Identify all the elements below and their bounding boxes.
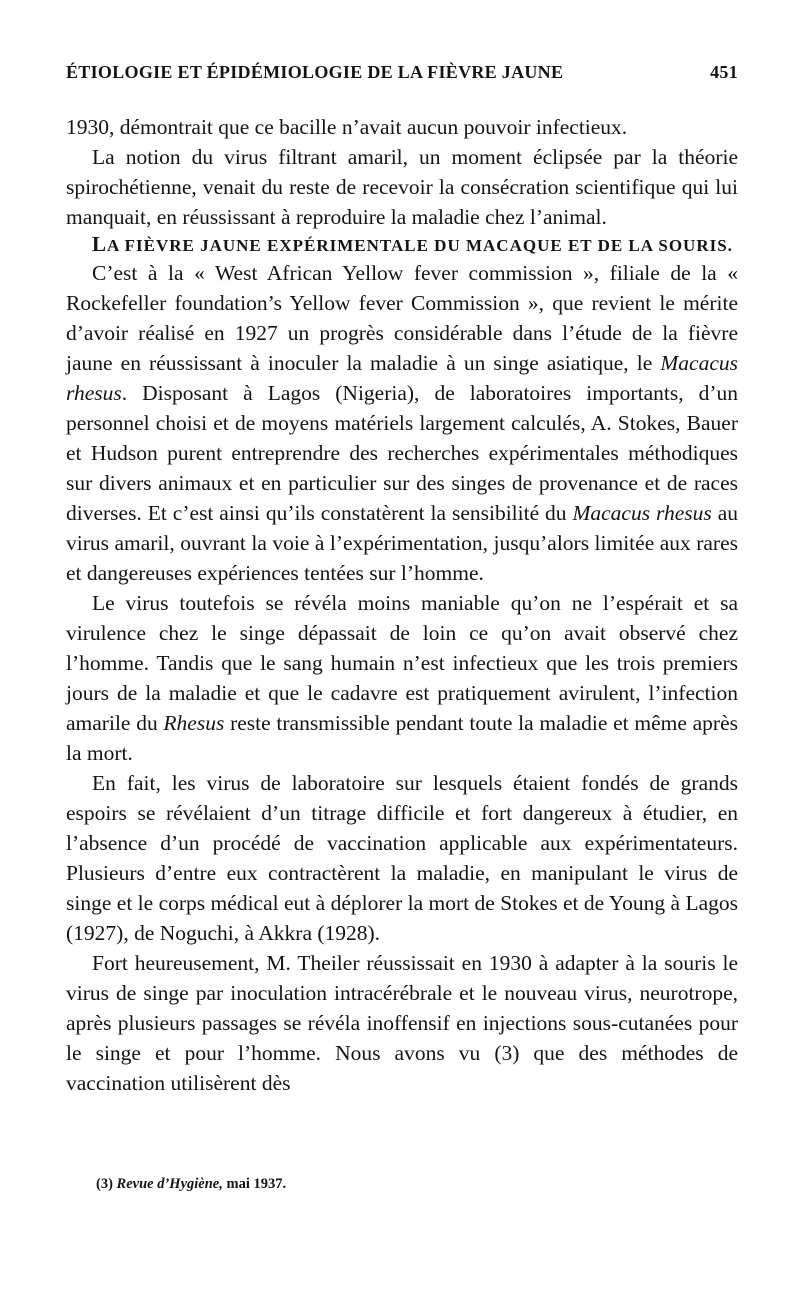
running-title: ÉTIOLOGIE ET ÉPIDÉMIOLOGIE DE LA FIÈVRE JAUNE: [66, 62, 564, 82]
species-name: Macacus rhesus: [572, 501, 712, 525]
section-heading-initial: L: [92, 232, 108, 256]
paragraph: Fort heureusement, M. Theiler réussissait en 1930 à adapter à la souris le virus de singe par inoculation intracérébrale et le nouveau virus, neurotrope, après plusieurs passages se révéla inoffensif en injections sous-cutanées pour le singe et pour l’homme. Nous avons vu (3) que des méthodes de vaccination utilisèrent dès: [66, 951, 738, 1095]
footnote-date: mai 1937.: [226, 1176, 287, 1192]
footnote: [96, 1176, 696, 1193]
text-run: . Disposant à Lagos (Nigeria), de laboratoires importants, d’un personnel choisi et de moyens matériels largement calculés, A. Stokes, Bauer et Hudson purent entreprendre des recherches expérimentales méthodiques sur divers animaux et en particulier sur des singes de provenance et de races diverses. Et c’est ainsi qu’ils constatèrent la sensibilité du: [66, 381, 738, 525]
footnote-marker: (3): [96, 1176, 113, 1192]
paragraph-continued: 1930, démontrait que ce bacille n’avait aucun pouvoir infectieux.: [66, 115, 628, 139]
paragraph: [66, 588, 738, 768]
page-number: 451: [710, 62, 738, 82]
text-run: C’est à la « West African Yellow fever commission », filiale de la « Rockefeller foundation’s Yellow fever Commission », que revient le mérite d’avoir réalisé en 1927 un progrès considérable dans l’étude de la fièvre jaune en réussissant à inoculer la maladie à un singe asiatique, le: [66, 261, 738, 375]
footnote-source: Revue d’Hygiène,: [116, 1176, 223, 1192]
species-name: Rhesus: [163, 711, 225, 735]
section-heading-text: A FIÈVRE JAUNE EXPÉRIMENTALE DU MACAQUE ET DE LA SOURIS.: [107, 236, 733, 255]
paragraph: En fait, les virus de laboratoire sur lesquels étaient fondés de grands espoirs se révélaient d’un titrage difficile et fort dangereux à étudier, en l’absence d’un procédé de vaccination applicable aux expérimentateurs. Plusieurs d’entre eux contractèrent la maladie, en manipulant le virus de singe et le corps médical eut à déplorer la mort de Stokes et de Young à Lagos (1927), de Noguchi, à Akkra (1928).: [66, 771, 738, 945]
body-text: [66, 112, 738, 1098]
paragraph: La notion du virus filtrant amaril, un moment éclipsée par la théorie spirochétienne, venait du reste de recevoir la consécration scientifique qui lui manquait, en réussissant à reproduire la maladie chez l’animal.: [66, 145, 738, 229]
section-heading: [66, 232, 738, 258]
species-name: Macacus rhesus: [66, 351, 738, 405]
text-run: reste transmissible pendant toute la maladie et même après la mort.: [66, 711, 738, 765]
running-header: [66, 62, 738, 83]
text-run: Le virus toutefois se révéla moins maniable qu’on ne l’espérait et sa virulence chez le singe dépassait de loin ce qu’on avait observé chez l’homme. Tandis que le sang humain n’est infectieux que les trois premiers jours de la maladie et que le cadavre est pratiquement avirulent, l’infection amarile du: [66, 591, 738, 735]
paragraph: [66, 258, 738, 588]
text-run: au virus amaril, ouvrant la voie à l’expérimentation, jusqu’alors limitée aux rares et dangereuses expériences tentées sur l’homme.: [66, 501, 738, 585]
